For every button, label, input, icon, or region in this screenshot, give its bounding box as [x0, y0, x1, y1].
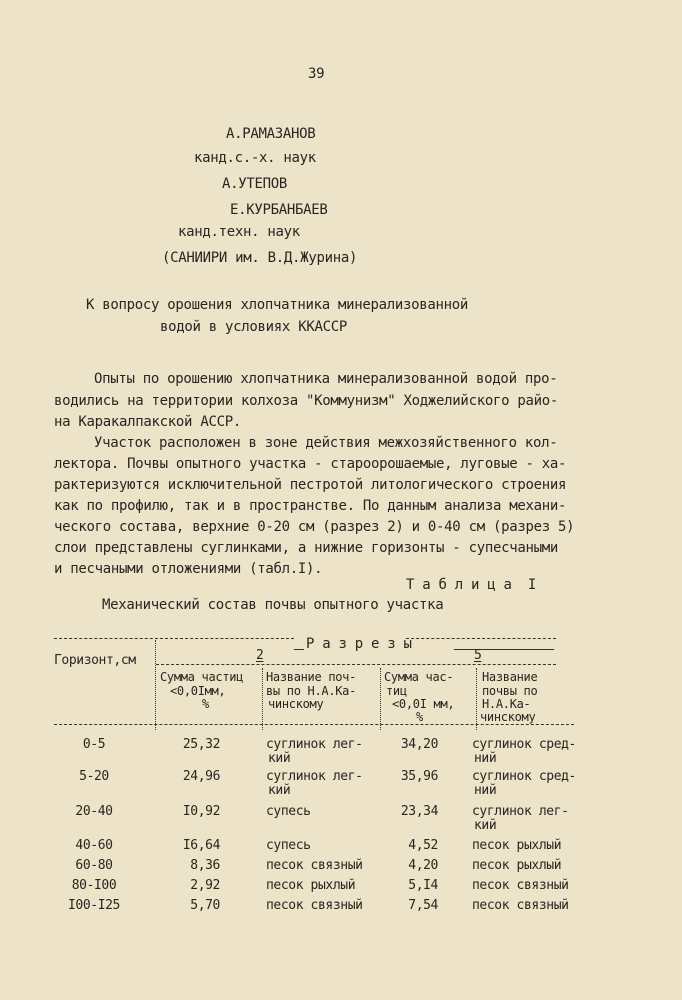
column-header-line: Название поч-: [266, 670, 357, 684]
cell-horizon: 40-60: [75, 838, 113, 853]
column-header-line: %: [202, 697, 209, 711]
paragraph-line: как по профилю, так и в пространстве. По данным анализа механи-: [54, 498, 567, 514]
section-label: 2: [256, 648, 264, 663]
author-name: А.РАМАЗАНОВ: [226, 126, 316, 142]
table-column-divider: [155, 640, 156, 730]
paragraph-line: на Каракалпакской АССР.: [54, 414, 241, 430]
paragraph-line: и песчаными отложениями (табл.I).: [54, 561, 323, 577]
cell-sum-5: 34,20: [400, 737, 438, 752]
cell-horizon: 60-80: [75, 858, 113, 873]
paragraph-line: лектора. Почвы опытного участка - староорошаемые, луговые - ха-: [54, 456, 567, 472]
cell-name-5: кий: [474, 818, 497, 833]
table-rule: [54, 724, 574, 725]
cell-name-5: песок связный: [472, 878, 569, 893]
cell-sum-2: 24,96: [182, 769, 220, 784]
author-degree: канд.с.-х. наук: [194, 150, 316, 166]
table-rule: [454, 649, 554, 650]
section-label: 5: [474, 648, 482, 663]
cell-name-5: песок рыхлый: [472, 838, 562, 853]
table-rule: [406, 638, 556, 639]
cell-sum-5: 4,20: [408, 858, 438, 873]
cell-sum-2: 8,36: [190, 858, 220, 873]
column-header-horizon: Горизонт,см: [54, 653, 136, 668]
cell-name-2: песок связный: [266, 858, 363, 873]
author-name: А.УТЕПОВ: [222, 176, 288, 192]
cell-horizon: 80-I00: [71, 878, 117, 893]
column-header-line: чинскому: [480, 710, 536, 724]
table-rule: [156, 664, 556, 665]
table-caption: Механический состав почвы опытного участка: [102, 597, 444, 613]
column-header-line: Название: [482, 670, 538, 684]
column-header-line: <0,0I мм,: [392, 697, 455, 711]
cell-sum-5: 5,I4: [408, 878, 438, 893]
affiliation: (САНИИРИ им. В.Д.Журина): [162, 250, 358, 266]
cell-sum-5: 7,54: [408, 898, 438, 913]
cell-name-2: песок связный: [266, 898, 363, 913]
column-header-line: <0,0Iмм,: [170, 684, 226, 698]
cell-name-5: суглинок сред-: [472, 769, 576, 784]
cell-name-2: кий: [268, 751, 291, 766]
paragraph-line: ческого состава, верхние 0-20 см (разрез 2) и 0-40 см (разрез 5): [54, 519, 575, 535]
cell-name-2: песок рыхлый: [266, 878, 356, 893]
cell-sum-2: I0,92: [182, 804, 220, 819]
cell-name-2: супесь: [266, 804, 311, 819]
table-column-divider: [476, 668, 477, 730]
table-label: Т а б л и ц а I: [406, 577, 537, 593]
cell-horizon: I00-I25: [68, 898, 120, 913]
table-column-divider: [380, 668, 381, 730]
cell-name-5: песок связный: [472, 898, 569, 913]
cell-name-5: ний: [474, 751, 497, 766]
cell-sum-2: 2,92: [190, 878, 220, 893]
paragraph-line: Участок расположен в зоне действия межхозяйственного кол-: [94, 435, 558, 451]
cell-name-5: ний: [474, 783, 497, 798]
column-header-line: Сумма частиц: [160, 670, 244, 684]
cell-sum-5: 35,96: [400, 769, 438, 784]
paragraph-line: слои представлены суглинками, а нижние горизонты - супесчаными: [54, 540, 558, 556]
cell-sum-2: 25,32: [182, 737, 220, 752]
column-header-line: Сумма час-: [384, 670, 454, 684]
cell-sum-2: I6,64: [182, 838, 220, 853]
table-rule: [54, 638, 294, 639]
page-number: 39: [308, 66, 325, 82]
cell-horizon: 0-5: [82, 737, 106, 752]
table-column-divider: [262, 668, 263, 730]
paragraph-line: рактеризуются исключительной пестротой литологического строения: [54, 477, 567, 493]
column-header-line: Н.А.Ка-: [482, 697, 531, 711]
cell-name-2: суглинок лег-: [266, 769, 363, 784]
column-header-line: вы по Н.А.Ка-: [266, 684, 357, 698]
article-title-line: водой в условиях ККАССР: [160, 319, 347, 335]
cell-name-5: суглинок сред-: [472, 737, 576, 752]
cell-name-5: песок рыхлый: [472, 858, 562, 873]
article-title-line: К вопросу орошения хлопчатника минерализованной: [86, 297, 469, 313]
group-header: Р а з р е з ы: [306, 636, 412, 652]
column-header-line: тиц: [386, 684, 407, 698]
column-header-line: %: [416, 710, 423, 724]
cell-name-2: супесь: [266, 838, 311, 853]
cell-name-2: суглинок лег-: [266, 737, 363, 752]
cell-sum-5: 4,52: [408, 838, 438, 853]
cell-sum-2: 5,70: [190, 898, 220, 913]
paragraph-line: водились на территории колхоза "Коммунизм" Ходжелийского райо-: [54, 393, 558, 409]
cell-horizon: 5-20: [79, 769, 109, 784]
cell-name-2: кий: [268, 783, 291, 798]
author-name: Е.КУРБАНБАЕВ: [230, 202, 328, 218]
cell-horizon: 20-40: [75, 804, 113, 819]
cell-sum-5: 23,34: [400, 804, 438, 819]
column-header-line: чинскому: [268, 697, 324, 711]
paragraph-line: Опыты по орошению хлопчатника минерализованной водой про-: [94, 371, 558, 387]
cell-name-5: суглинок лег-: [472, 804, 569, 819]
column-header-line: почвы по: [482, 684, 538, 698]
table-rule: [294, 649, 304, 650]
author-degree: канд.техн. наук: [178, 224, 300, 240]
